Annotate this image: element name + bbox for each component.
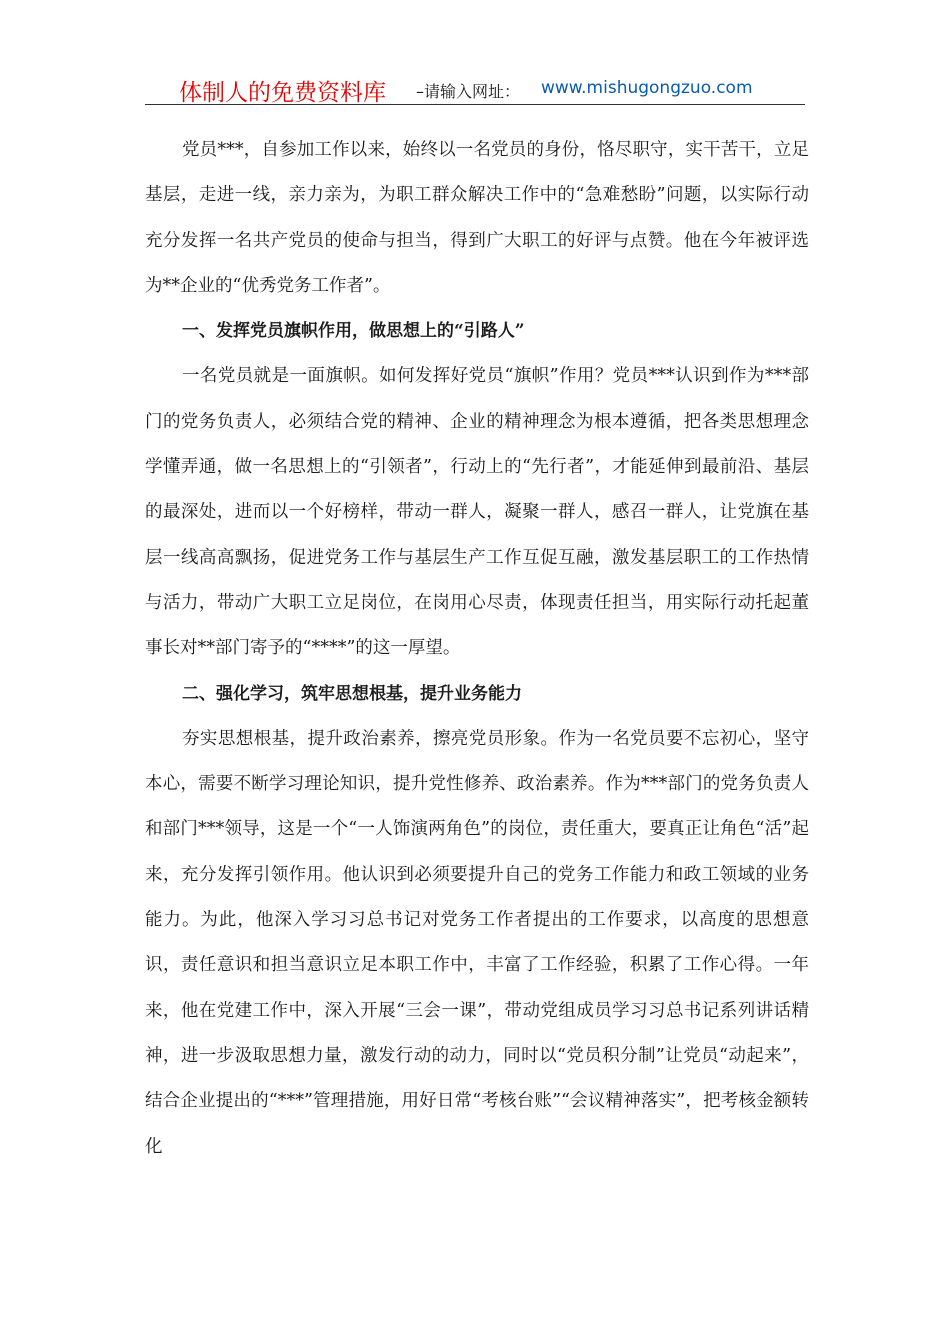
website-link[interactable]: www.mishugongzuo.com (541, 78, 753, 98)
page-header (145, 72, 805, 105)
section-1-heading: 一、发挥党员旗帜作用，做思想上的“引路人” (182, 321, 525, 342)
intro-paragraph: 党员***，自参加工作以来，始终以一名党员的身份，恪尽职守，实干苦干，立足基层，走进一线，亲力亲为，为职工群众解决工作中的“急难愁盼”问题，以实际行动充分发挥一名共产党员的使命与担当，得到广大职工的好评与点赞。他在今年被评选为**企业的“优秀党务工作者”。 (145, 140, 809, 296)
url-prompt: –请输入网址： (416, 82, 521, 101)
section-2-heading: 二、强化学习，筑牢思想根基，提升业务能力 (182, 683, 522, 704)
section-2-paragraph: 夯实思想根基，提升政治素养，擦亮党员形象。作为一名党员要不忘初心，坚守本心，需要不断学习理论知识，提升党性修养、政治素养。作为***部门的党务负责人和部门***领导，这是一个“一人饰演两角色”的岗位，责任重大，要真正让角色“活”起来，充分发挥引领作用。他认识到必须要提升自己的党务工作能力和政工领域的业务能力。为此，他深入学习习总书记对党务工作者提出的工作要求，以高度的思想意识，责任意识和担当意识立足本职工作中，丰富了工作经验，积累了工作心得。一年来，他在党建工作中，深入开展“三会一课”，带动党组成员学习习总书记系列讲话精神，进一步汲取思想力量，激发行动的动力，同时以“党员积分制”让党员“动起来”，结合企业提出的“***”管理措施，用好日常“考核台账”“会议精神落实”，把考核金额转化 (145, 728, 809, 1157)
section-1-paragraph: 一名党员就是一面旗帜。如何发挥好党员“旗帜”作用？党员***认识到作为***部门的党务负责人，必须结合党的精神、企业的精神理念为根本遵循，把各类思想理念学懂弄通，做一名思想上的“引领者”，行动上的“先行者”，才能延伸到最前沿、基层的最深处，进而以一个好榜样，带动一群人，凝聚一群人，感召一群人，让党旗在基层一线高高飘扬，促进党务工作与基层生产工作互促互融，激发基层职工的工作热情与活力，带动广大职工立足岗位，在岗用心尽责，体现责任担当，用实际行动托起董事长对**部门寄予的“****”的这一厚望。 (145, 366, 809, 659)
article-body (145, 128, 809, 1170)
brand-title: 体制人的免费资料库 (179, 80, 386, 106)
